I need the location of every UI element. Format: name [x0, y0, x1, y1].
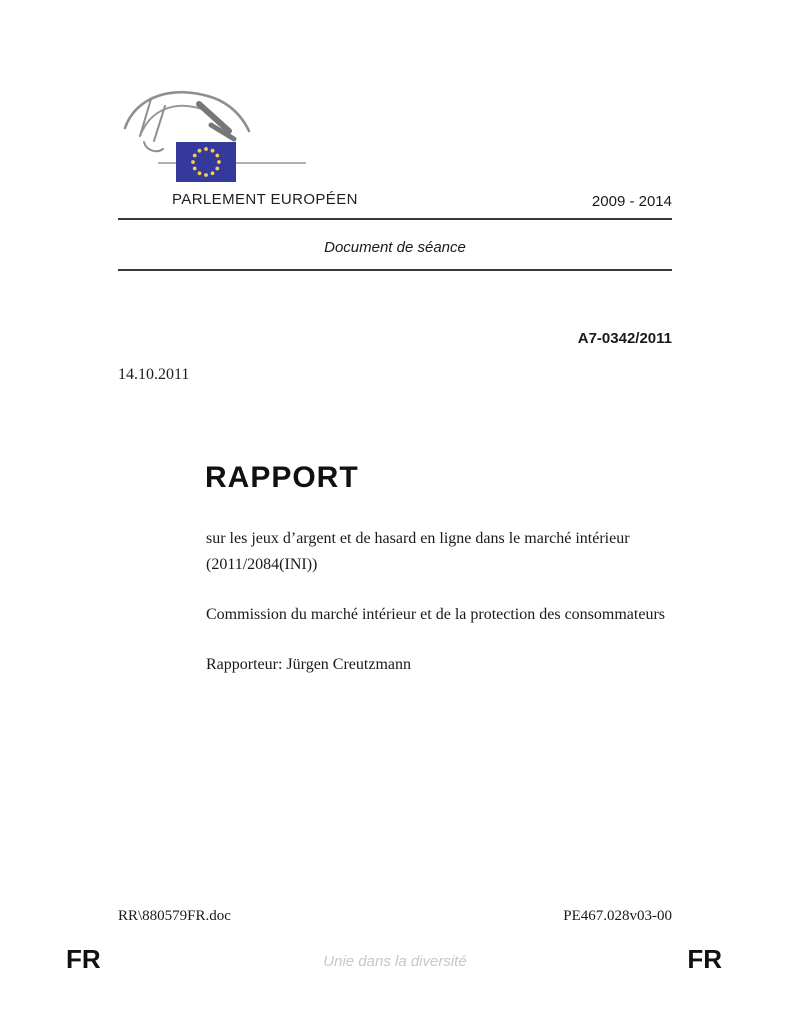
eu-flag-icon [176, 142, 236, 182]
language-code-left: FR [66, 944, 101, 974]
footer-pe-reference: PE467.028v03-00 [563, 908, 672, 924]
eu-motto: Unie dans la diversité [323, 953, 467, 970]
report-subject-line-1: sur les jeux d’argent et de hasard en ligne dans le marché intérieur [206, 530, 630, 547]
institution-name: PARLEMENT EUROPÉEN [172, 191, 358, 208]
document-date: 14.10.2011 [118, 366, 190, 383]
document-type: Document de séance [324, 239, 466, 256]
report-procedure-number: (2011/2084(INI)) [206, 556, 318, 573]
legislature-period: 2009 - 2014 [591, 193, 672, 210]
committee-name: Commission du marché intérieur et de la protection des consommateurs [206, 606, 665, 623]
header-rule-top [118, 218, 672, 220]
document-reference: A7-0342/2011 [577, 330, 672, 347]
footer-file-name: RR\880579FR.doc [118, 908, 231, 924]
language-code-right: FR [687, 944, 722, 974]
report-title: RAPPORT [205, 461, 359, 494]
rapporteur-line: Rapporteur: Jürgen Creutzmann [206, 656, 411, 673]
header-rule-bottom [118, 269, 672, 271]
